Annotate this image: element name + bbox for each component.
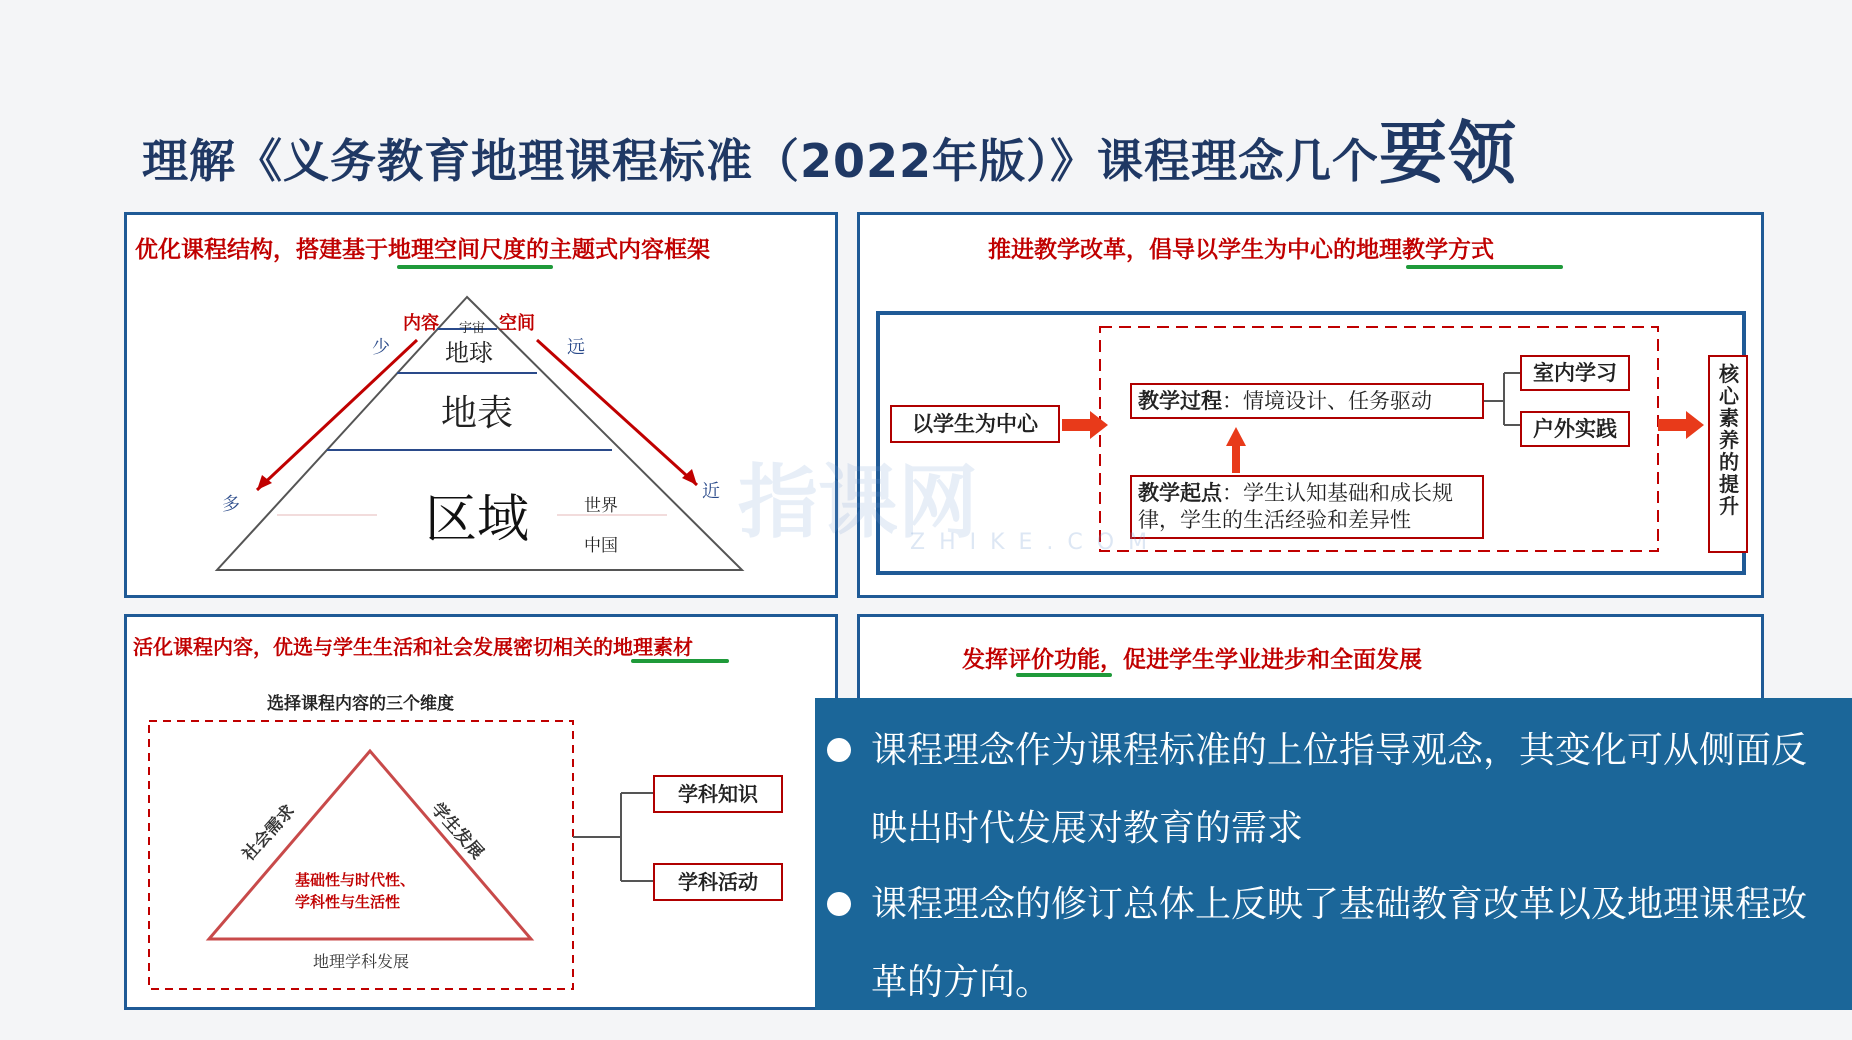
less-label: 少 — [372, 337, 390, 358]
level-earth: 地球 — [445, 339, 493, 367]
dimensions-subtitle: 选择课程内容的三个维度 — [267, 694, 454, 714]
bullet-1-text: 课程理念作为课程标准的上位指导观念，其变化可从侧面反映出时代发展对教育的需求 — [871, 730, 1808, 849]
bullet-2 — [871, 866, 1811, 1022]
center-text-2: 学科性与生活性 — [295, 893, 401, 911]
world-label: 世界 — [584, 496, 618, 516]
process-label: 教学过程 — [1138, 389, 1222, 413]
start-text: ：学生认知基础和成长规 — [1222, 481, 1453, 505]
start-label: 教学起点 — [1138, 481, 1222, 505]
panel-course-structure — [124, 212, 838, 598]
content-label: 内容 — [403, 313, 439, 334]
core-literacy-box: 核心素养的提升 — [1708, 355, 1748, 553]
activity-box: 学科活动 — [653, 863, 783, 901]
panel-title: 发挥评价功能，促进学生学业进步和全面发展 — [962, 647, 1422, 673]
center-text-1: 基础性与时代性、 — [295, 871, 416, 889]
indoor-box: 室内学习 — [1520, 355, 1630, 391]
underline — [1016, 673, 1112, 677]
process-text: ：情境设计、任务驱动 — [1222, 389, 1432, 413]
social-needs-label: 社会需求 — [238, 801, 300, 866]
panel-title: 活化课程内容，优选与学生生活和社会发展密切相关的地理素材 — [133, 635, 693, 659]
watermark-logo: 指课网 — [738, 456, 978, 549]
base-label: 地理学科发展 — [313, 952, 410, 971]
level-region: 区域 — [425, 490, 530, 550]
panel-title: 优化课程结构，搭建基于地理空间尺度的主题式内容框架 — [135, 237, 710, 263]
bullet-dot-icon — [827, 738, 851, 762]
bullet-1 — [871, 712, 1811, 868]
student-center-box: 以学生为中心 — [890, 405, 1060, 443]
dimensions-diagram — [127, 617, 841, 1013]
far-label: 远 — [567, 337, 585, 358]
level-universe: 宇宙 — [459, 321, 486, 336]
more-label: 多 — [222, 494, 240, 515]
start-box — [1130, 475, 1484, 539]
bullet-2-text: 课程理念的修订总体上反映了基础教育改革以及地理课程改革的方向。 — [871, 884, 1808, 1003]
watermark-sub: ZHIKE.COM — [910, 530, 1162, 555]
summary-overlay — [815, 698, 1852, 1010]
underline — [1406, 265, 1563, 269]
level-surface: 地表 — [441, 393, 514, 434]
bullet-dot-icon — [827, 892, 851, 916]
knowledge-box: 学科知识 — [653, 775, 783, 813]
outdoor-box: 户外实践 — [1520, 411, 1630, 447]
start-text2: 律，学生的生活经验和差异性 — [1138, 508, 1411, 532]
space-label: 空间 — [499, 313, 535, 334]
china-label: 中国 — [584, 536, 618, 556]
panel-course-content — [124, 614, 838, 1010]
student-dev-label: 学生发展 — [426, 799, 488, 864]
page-title: 理解《义务教育地理课程标准（2022年版）》课程理念几个要领 — [142, 115, 1518, 194]
near-label: 近 — [702, 481, 720, 502]
panel-title: 推进教学改革，倡导以学生为中心的地理教学方式 — [988, 237, 1494, 263]
process-box — [1130, 383, 1484, 419]
